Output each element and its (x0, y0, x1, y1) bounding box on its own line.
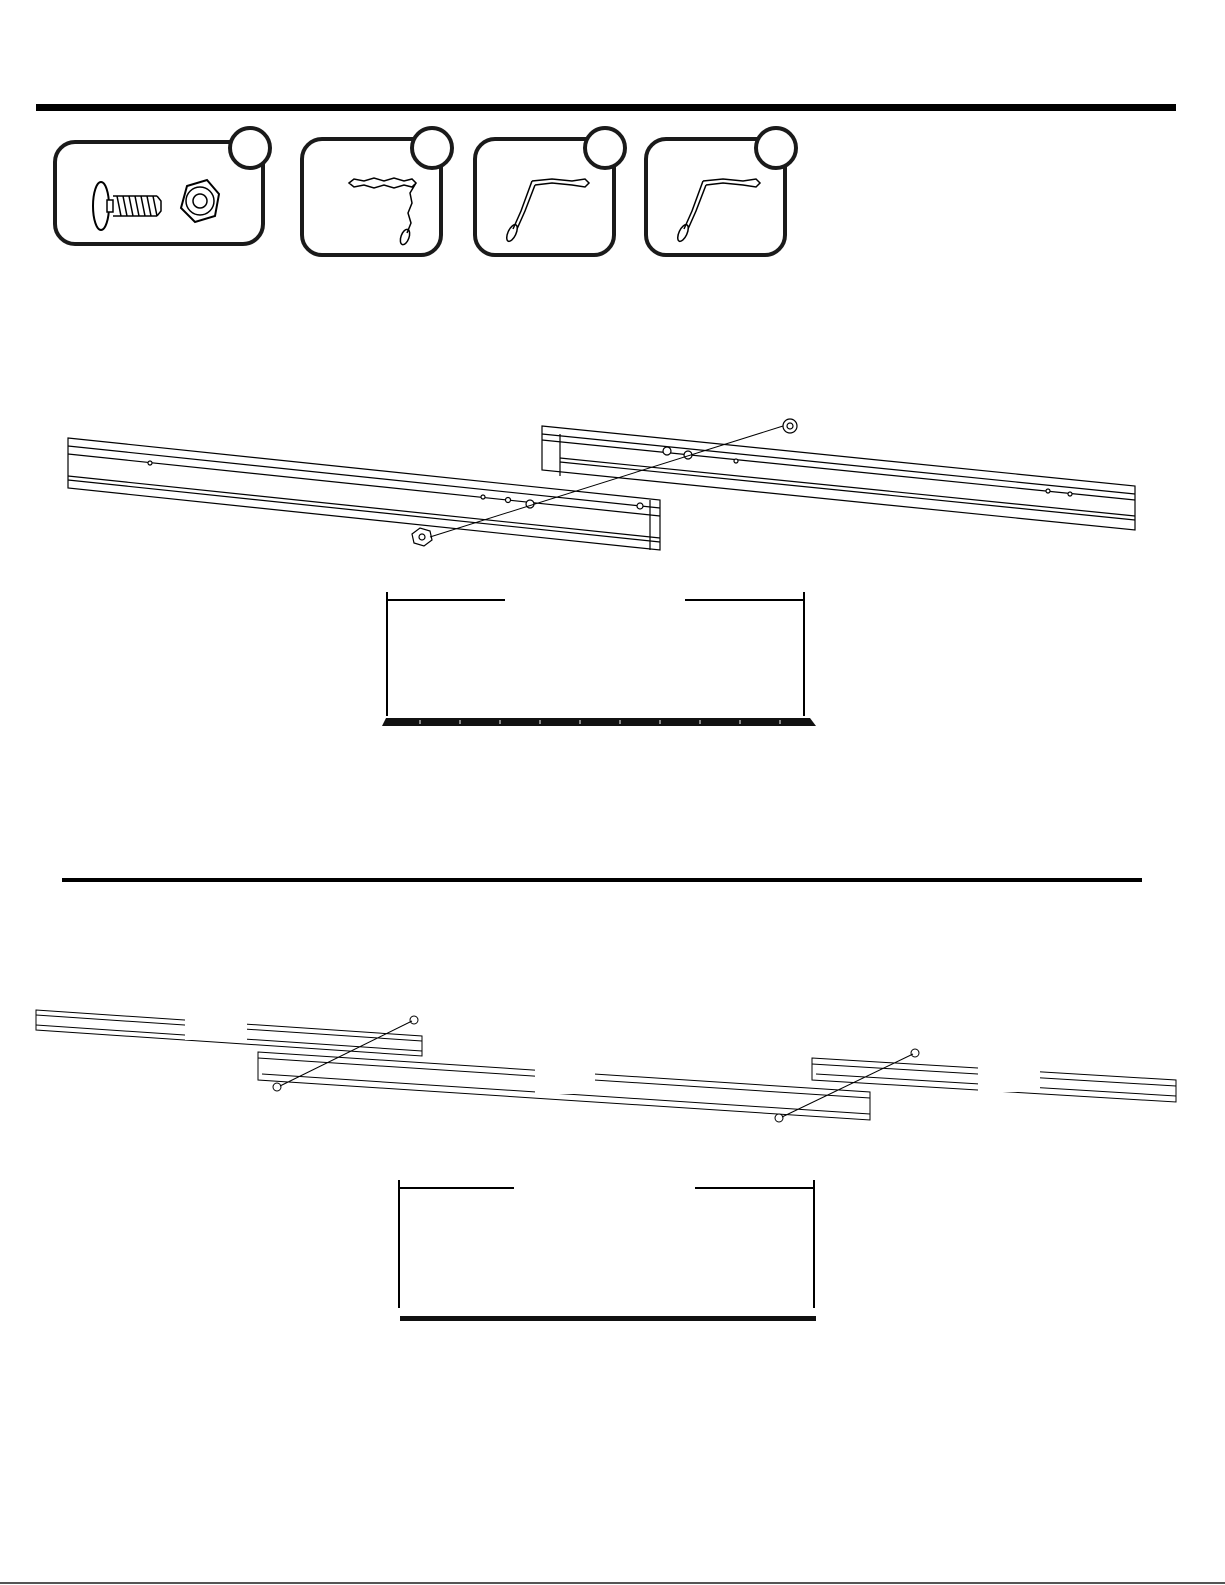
part-badge-4 (754, 126, 798, 170)
top-divider (36, 104, 1176, 111)
step-2-result-bracket (390, 1178, 830, 1328)
part-badge-2 (410, 126, 454, 170)
assembled-rail-icon (382, 718, 816, 726)
bottom-edge-line (0, 1582, 1225, 1584)
assembled-long-rail-icon (400, 1316, 816, 1321)
step-2-rail-illustration (0, 1000, 1225, 1150)
step-1-rail-illustration (0, 400, 1225, 600)
part-badge-3 (583, 126, 627, 170)
part-badge-1 (228, 126, 272, 170)
section-divider (62, 878, 1142, 882)
step-1-result-bracket (380, 590, 820, 740)
